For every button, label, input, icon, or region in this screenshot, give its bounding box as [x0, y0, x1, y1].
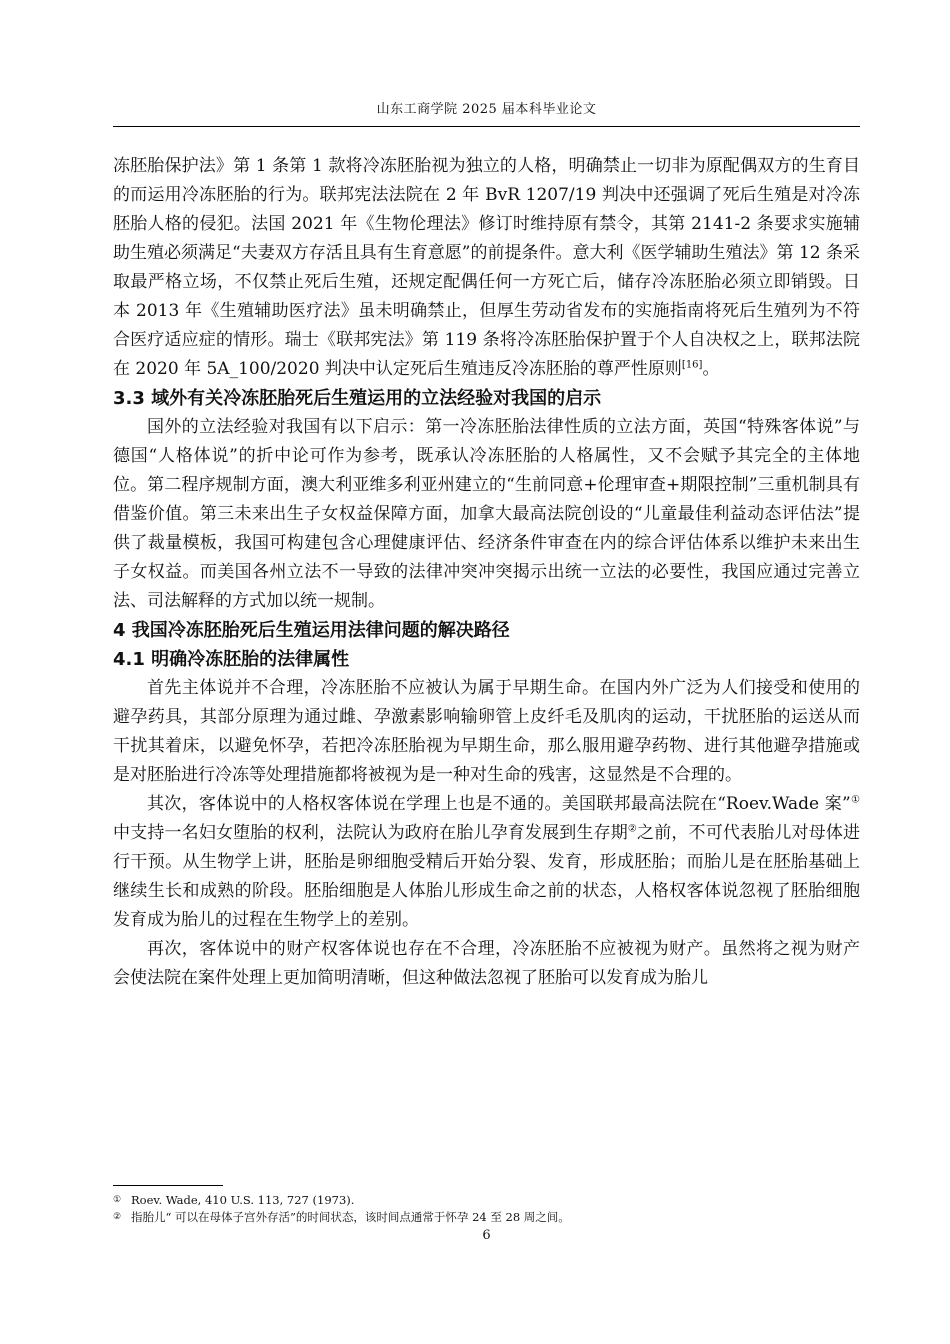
- footnote-mark-2: ②: [627, 823, 638, 835]
- footnote-1: [113, 1192, 860, 1209]
- footnote-1-mark: ①: [113, 1195, 122, 1205]
- paragraph-subject-theory: 首先主体说并不合理，冷冻胚胎不应被认为属于早期生命。在国内外广泛为人们接受和使用的避孕药具，其部分原理为通过雌、孕激素影响输卵管上皮纤毛及肌肉的运动，干扰胚胎的运送从而干扰其着床，以避免怀孕，若把冷冻胚胎视为早期生命，那么服用避孕药物、进行其他避孕措施或是对胚胎进行冷冻等处理措施都将被视为是一种对生命的残害，这显然是不合理的。: [113, 678, 860, 785]
- chapter-heading-4: 4 我国冷冻胚胎死后生殖运用法律问题的解决路径: [113, 620, 510, 641]
- section-heading-3-3: 3.3 域外有关冷冻胚胎死后生殖运用的立法经验对我国的启示: [113, 388, 602, 409]
- paragraph-text: 冻胚胎保护法》第 1 条第 1 款将冷冻胚胎视为独立的人格，明确禁止一切非为原配偶双方的生育目的而运用冷冻胚胎的行为。联邦宪法法院在 2 年 BvR 1207/19 判决中还强调了死后生殖是对冷冻胚胎人格的侵犯。法国 2021 年《生物伦理法》修订时维持原有禁令，其第 2141-2 条要求实施辅助生殖必须满足“夫妻双方存活且具有生育意愿”的前提条件。意大利《医学辅助生殖法》第 12 条采取最严格立场，不仅禁止死后生殖，还规定配偶任何一方死亡后，储存冷冻胚胎必须立即销毁。日本 2013 年《生殖辅助医疗法》虽未明确禁止，但厚生劳动省发布的实施指南将死后生殖列为不符合医疗适应症的情形。瑞士《联邦宪法》第 119 条将冷冻胚胎保护置于个人自决权之上，联邦法院在 2020 年 5A_100/2020 判决中认定死后生殖违反冷冻胚胎的尊严性原则: [113, 156, 860, 379]
- paragraph-continued: [113, 152, 860, 384]
- page-number: 6: [482, 1228, 491, 1243]
- citation-ref: [16]: [681, 359, 703, 371]
- running-header: 山东工商学院 2025 届本科毕业论文: [376, 102, 597, 117]
- paragraph-foreign-lessons: 国外的立法经验对我国有以下启示：第一冷冻胚胎法律性质的立法方面，英国“特殊客体说”与德国“人格体说”的折中论可作为参考，既承认冷冻胚胎的人格属性，又不会赋予其完全的主体地位。第二程序规制方面，澳大利亚维多利亚州建立的“生前同意+伦理审查+期限控制”三重机制具有借鉴价值。第三未来出生子女权益保障方面，加拿大最高法院创设的“儿童最佳利益动态评估法”提供了裁量模板，我国可构建包含心理健康评估、经济条件审查在内的综合评估体系以维护未来出生子女权益。而美国各州立法不一导致的法律冲突冲突揭示出统一立法的必要性，我国应通过完善立法、司法解释的方式加以统一规制。: [113, 417, 860, 611]
- footnotes: [113, 1192, 860, 1226]
- body-text: [113, 152, 860, 993]
- header-rule: [113, 126, 860, 127]
- paragraph-text-part-b: 中支持一名妇女堕胎的权利，法院认为政府在胎儿孕育发展到生存期: [113, 823, 628, 843]
- section-heading-4-1: 4.1 明确冷冻胚胎的法律属性: [113, 649, 350, 670]
- footnote-1-text: Roev. Wade, 410 U.S. 113, 727 (1973).: [131, 1193, 355, 1207]
- footnote-2-text: 指胎儿“ 可以在母体子宫外存活”的时间状态，该时间点通常于怀孕 24 至 28 周之间。: [131, 1210, 570, 1224]
- paragraph-property-object-theory: 再次，客体说中的财产权客体说也存在不合理，冷冻胚胎不应被视为财产。虽然将之视为财产会使法院在案件处理上更加简明清晰，但这种做法忽视了胚胎可以发育成为胎儿: [113, 939, 860, 988]
- paragraph-text-part-c: 之前，不可代表胎儿对母体进行干预。从生物学上讲，胚胎是卵细胞受精后开始分裂、发育，形成胚胎；而胎儿是在胚胎基础上继续生长和成熟的阶段。胚胎细胞是人体胎儿形成生命之前的状态，人格权客体说忽视了胚胎细胞发育成为胎儿的过程在生物学上的差别。: [113, 823, 861, 930]
- footnote-2-mark: ②: [113, 1212, 122, 1222]
- footnote-2: [113, 1209, 860, 1226]
- footnote-mark-1: ①: [850, 794, 860, 806]
- paragraph-end-punct: 。: [702, 359, 720, 379]
- footnote-rule: [113, 1185, 223, 1186]
- paragraph-personality-object-theory: [113, 790, 860, 935]
- paragraph-text-part-a: 其次，客体说中的人格权客体说在学理上也是不通的。美国联邦最高法院在“Roev.Wade 案”: [147, 794, 851, 814]
